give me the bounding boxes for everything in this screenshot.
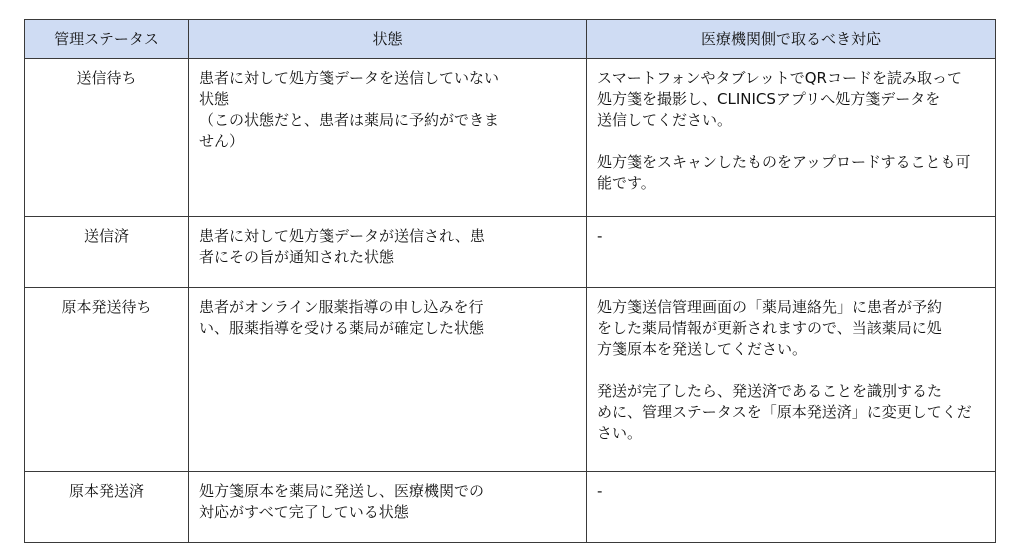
status-cell: 原本発送待ち <box>25 288 189 472</box>
state-cell <box>189 217 587 288</box>
state-cell <box>189 288 587 472</box>
status-table <box>24 19 996 543</box>
table-row <box>25 288 996 472</box>
action-text: 処方箋送信管理画面の「薬局連絡先」に患者が予約 をした薬局情報が更新されますので、当該薬局に処 方箋原本を発送してください。 <box>597 298 943 358</box>
header-action: 医療機関側で取るべき対応 <box>587 20 996 59</box>
status-cell: 原本発送済 <box>25 472 189 543</box>
action-text: 処方箋をスキャンしたものをアップロードすることも可 能です。 <box>597 153 971 192</box>
action-text: 発送が完了したら、発送済であることを識別するた めに、管理ステータスを「原本発送済」に変更してくだ さい。 <box>597 382 972 442</box>
action-text: - <box>597 482 603 500</box>
state-text: 患者に対して処方箋データが送信され、患 者にその旨が通知された状態 <box>199 227 485 266</box>
action-text: スマートフォンやタブレットでQRコードを読み取って 処方箋を撮影し、CLINICSアプリへ処方箋データを 送信してください。 <box>597 69 962 129</box>
status-cell: 送信待ち <box>25 59 189 217</box>
action-text: - <box>597 227 603 245</box>
action-cell <box>587 59 996 217</box>
state-text: 患者に対して処方箋データを送信していない 状態 （この状態だと、患者は薬局に予約ができま せん） <box>199 69 500 150</box>
table-row <box>25 217 996 288</box>
table-row <box>25 59 996 217</box>
status-cell: 送信済 <box>25 217 189 288</box>
action-cell <box>587 288 996 472</box>
header-row <box>25 20 996 59</box>
state-text: 処方箋原本を薬局に発送し、医療機関での 対応がすべて完了している状態 <box>199 482 485 521</box>
state-cell <box>189 472 587 543</box>
state-text: 患者がオンライン服薬指導の申し込みを行 い、服薬指導を受ける薬局が確定した状態 <box>199 298 485 337</box>
action-cell <box>587 472 996 543</box>
action-cell <box>587 217 996 288</box>
table-row <box>25 472 996 543</box>
header-status: 管理ステータス <box>25 20 189 59</box>
header-state: 状態 <box>189 20 587 59</box>
state-cell <box>189 59 587 217</box>
